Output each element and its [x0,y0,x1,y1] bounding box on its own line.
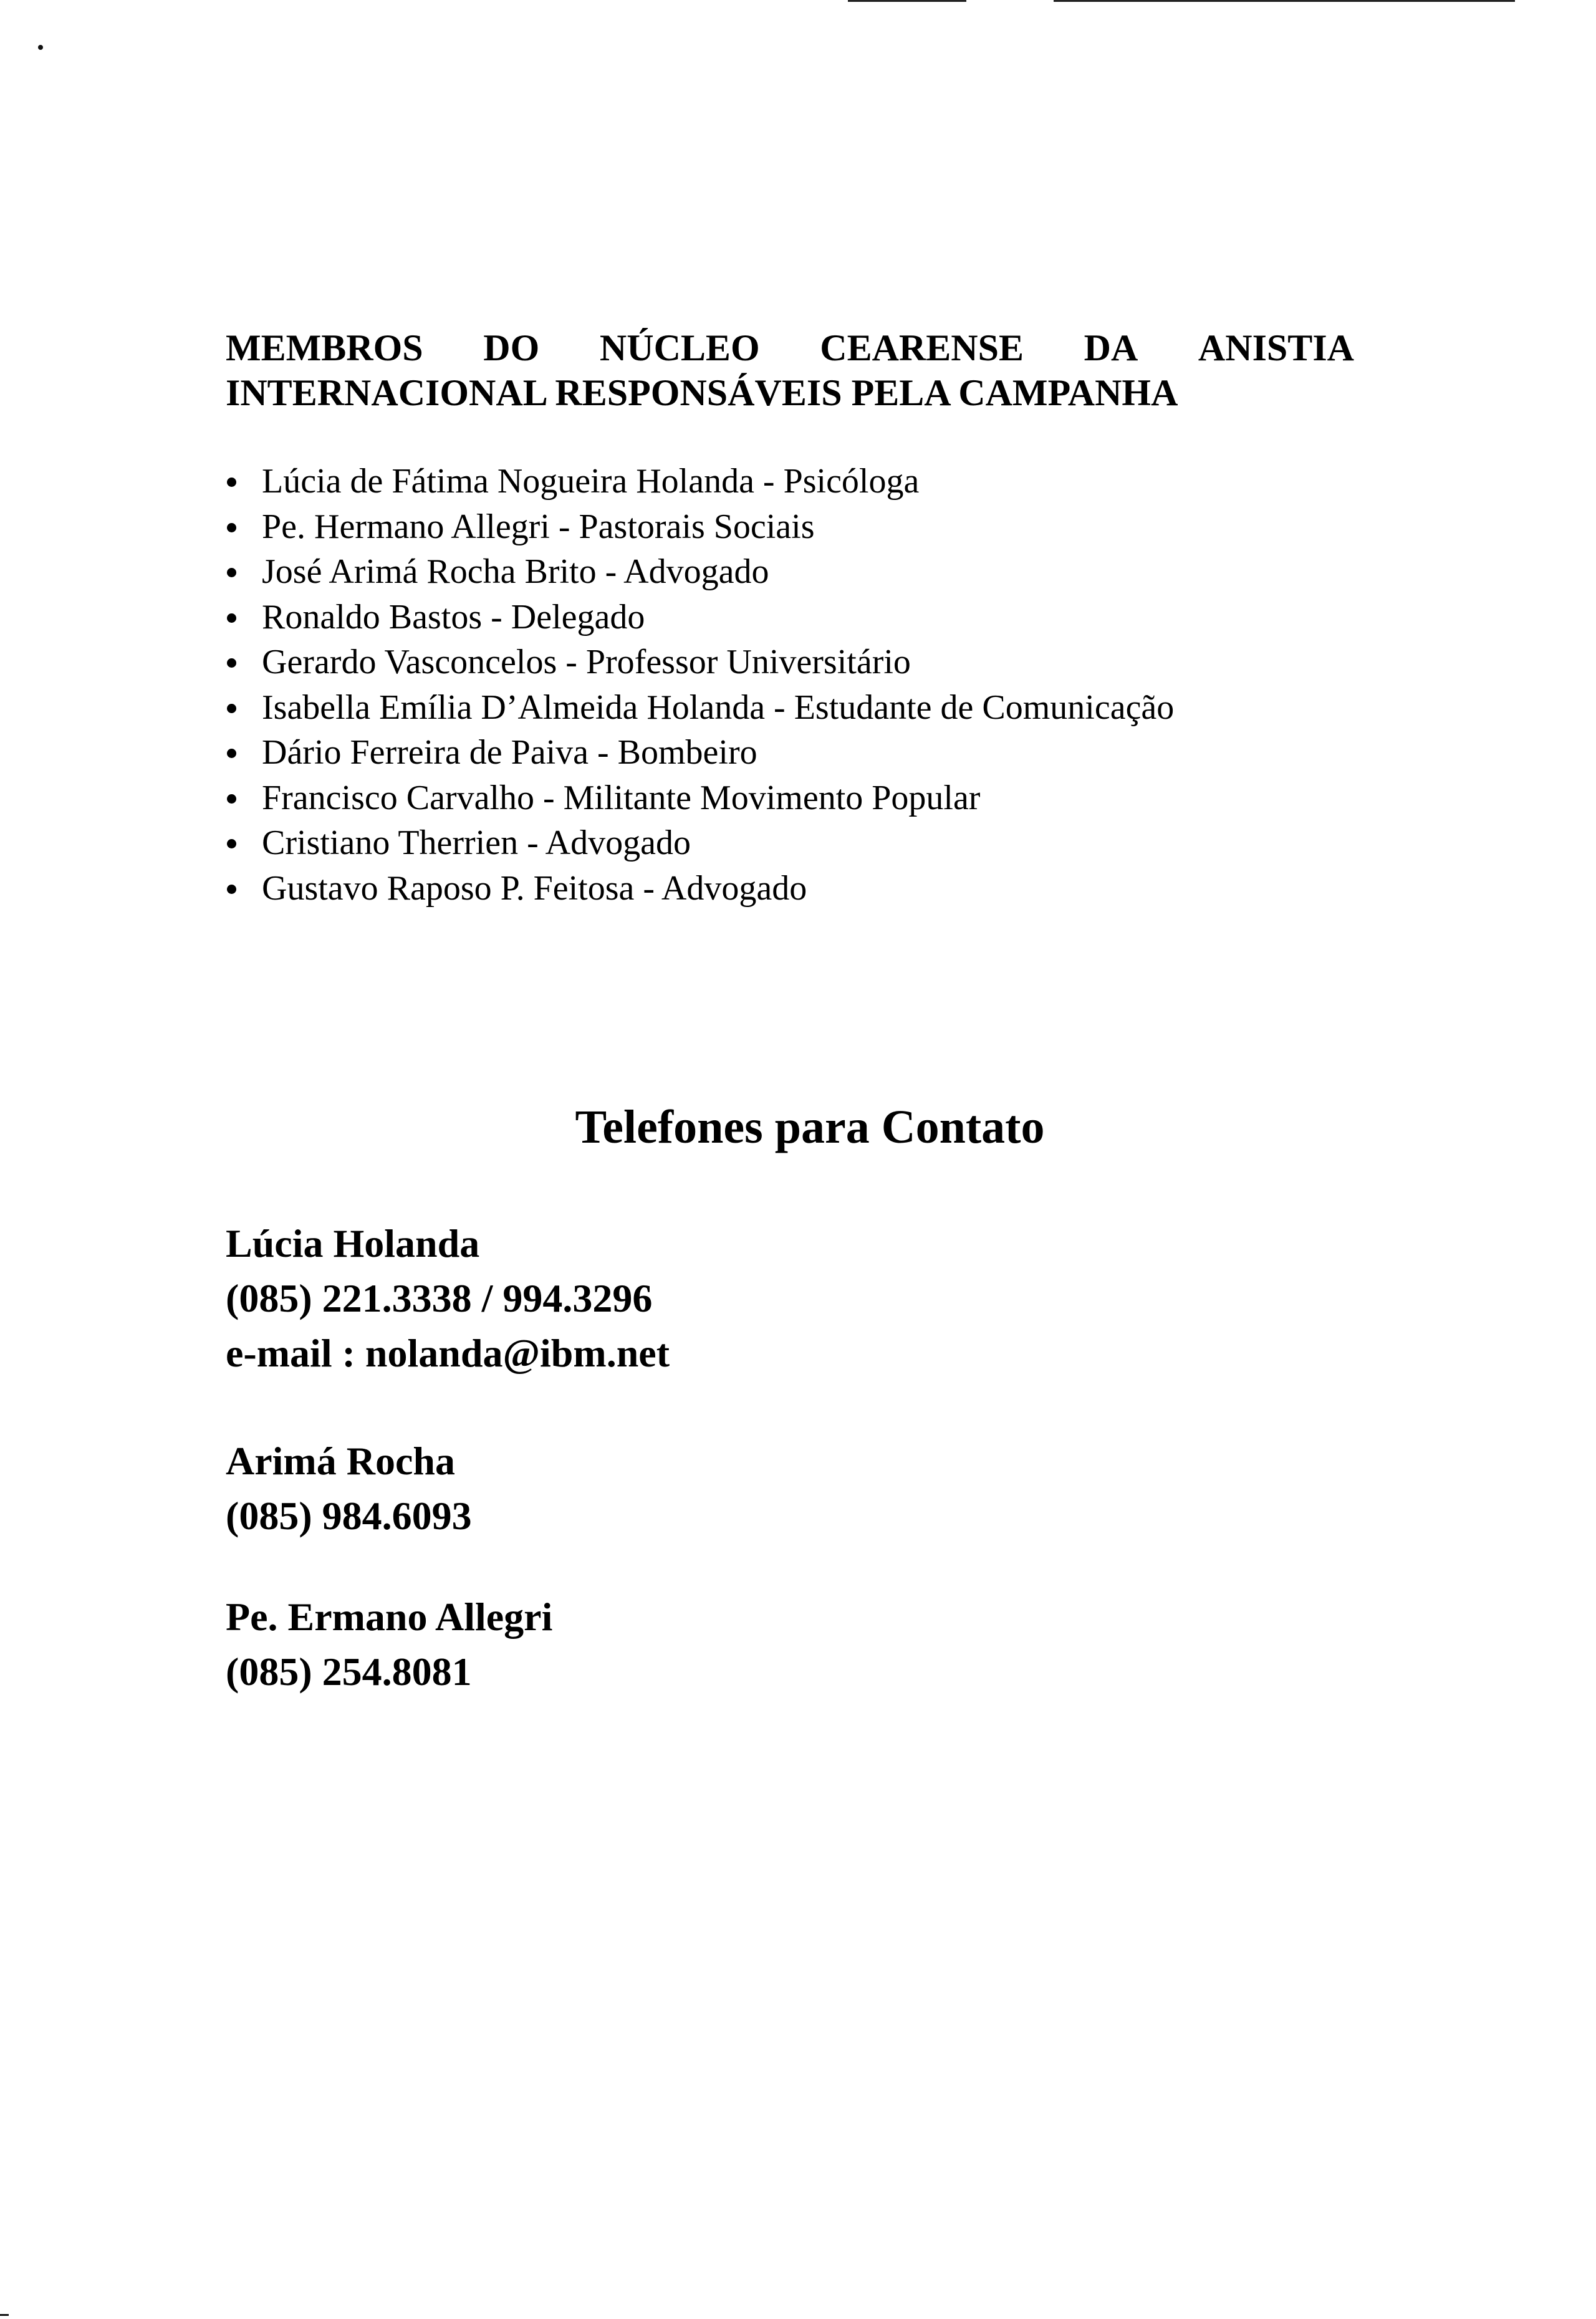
heading-word: MEMBROS [226,327,423,368]
heading-word: CEARENSE [820,327,1024,368]
contacts-title: Telefones para Contato [575,1101,1045,1153]
heading-word: NÚCLEO [599,327,760,368]
member-item: Isabella Emília D’Almeida Holanda - Estudante de Comunicação [226,685,1174,731]
member-item: Pe. Hermano Allegri - Pastorais Sociais [226,504,1174,550]
scan-speck [38,45,43,50]
scan-line [1054,0,1515,2]
contact-name: Arimá Rocha [226,1439,455,1483]
member-item: José Arimá Rocha Brito - Advogado [226,549,1174,595]
member-item: Cristiano Therrien - Advogado [226,820,1174,866]
member-item: Dário Ferreira de Paiva - Bombeiro [226,730,1174,775]
contact-phone: (085) 984.6093 [226,1494,472,1538]
heading-word: DA [1084,327,1138,368]
scan-line [848,0,966,2]
contact-block [226,1590,552,1699]
member-item: Ronaldo Bastos - Delegado [226,595,1174,640]
member-item: Gustavo Raposo P. Feitosa - Advogado [226,866,1174,911]
heading-word: ANISTIA [1198,327,1354,368]
document-heading-line-2: INTERNACIONAL RESPONSÁVEIS PELA CAMPANHA [226,372,1178,413]
member-item: Francisco Carvalho - Militante Movimento Popular [226,775,1174,821]
contact-phone: (085) 254.8081 [226,1649,472,1694]
member-list [226,459,1174,911]
contact-block [226,1216,670,1381]
contact-email: e-mail : nolanda@ibm.net [226,1331,670,1375]
member-item: Gerardo Vasconcelos - Professor Universitário [226,640,1174,685]
contact-block [226,1434,472,1544]
contact-phone: (085) 221.3338 / 994.3296 [226,1276,653,1320]
heading-word: DO [483,327,540,368]
contact-name: Lúcia Holanda [226,1221,480,1265]
document-heading-line-1 [226,329,1354,367]
scan-mark [0,2314,9,2316]
contact-name: Pe. Ermano Allegri [226,1595,553,1639]
member-item: Lúcia de Fátima Nogueira Holanda - Psicóloga [226,459,1174,504]
